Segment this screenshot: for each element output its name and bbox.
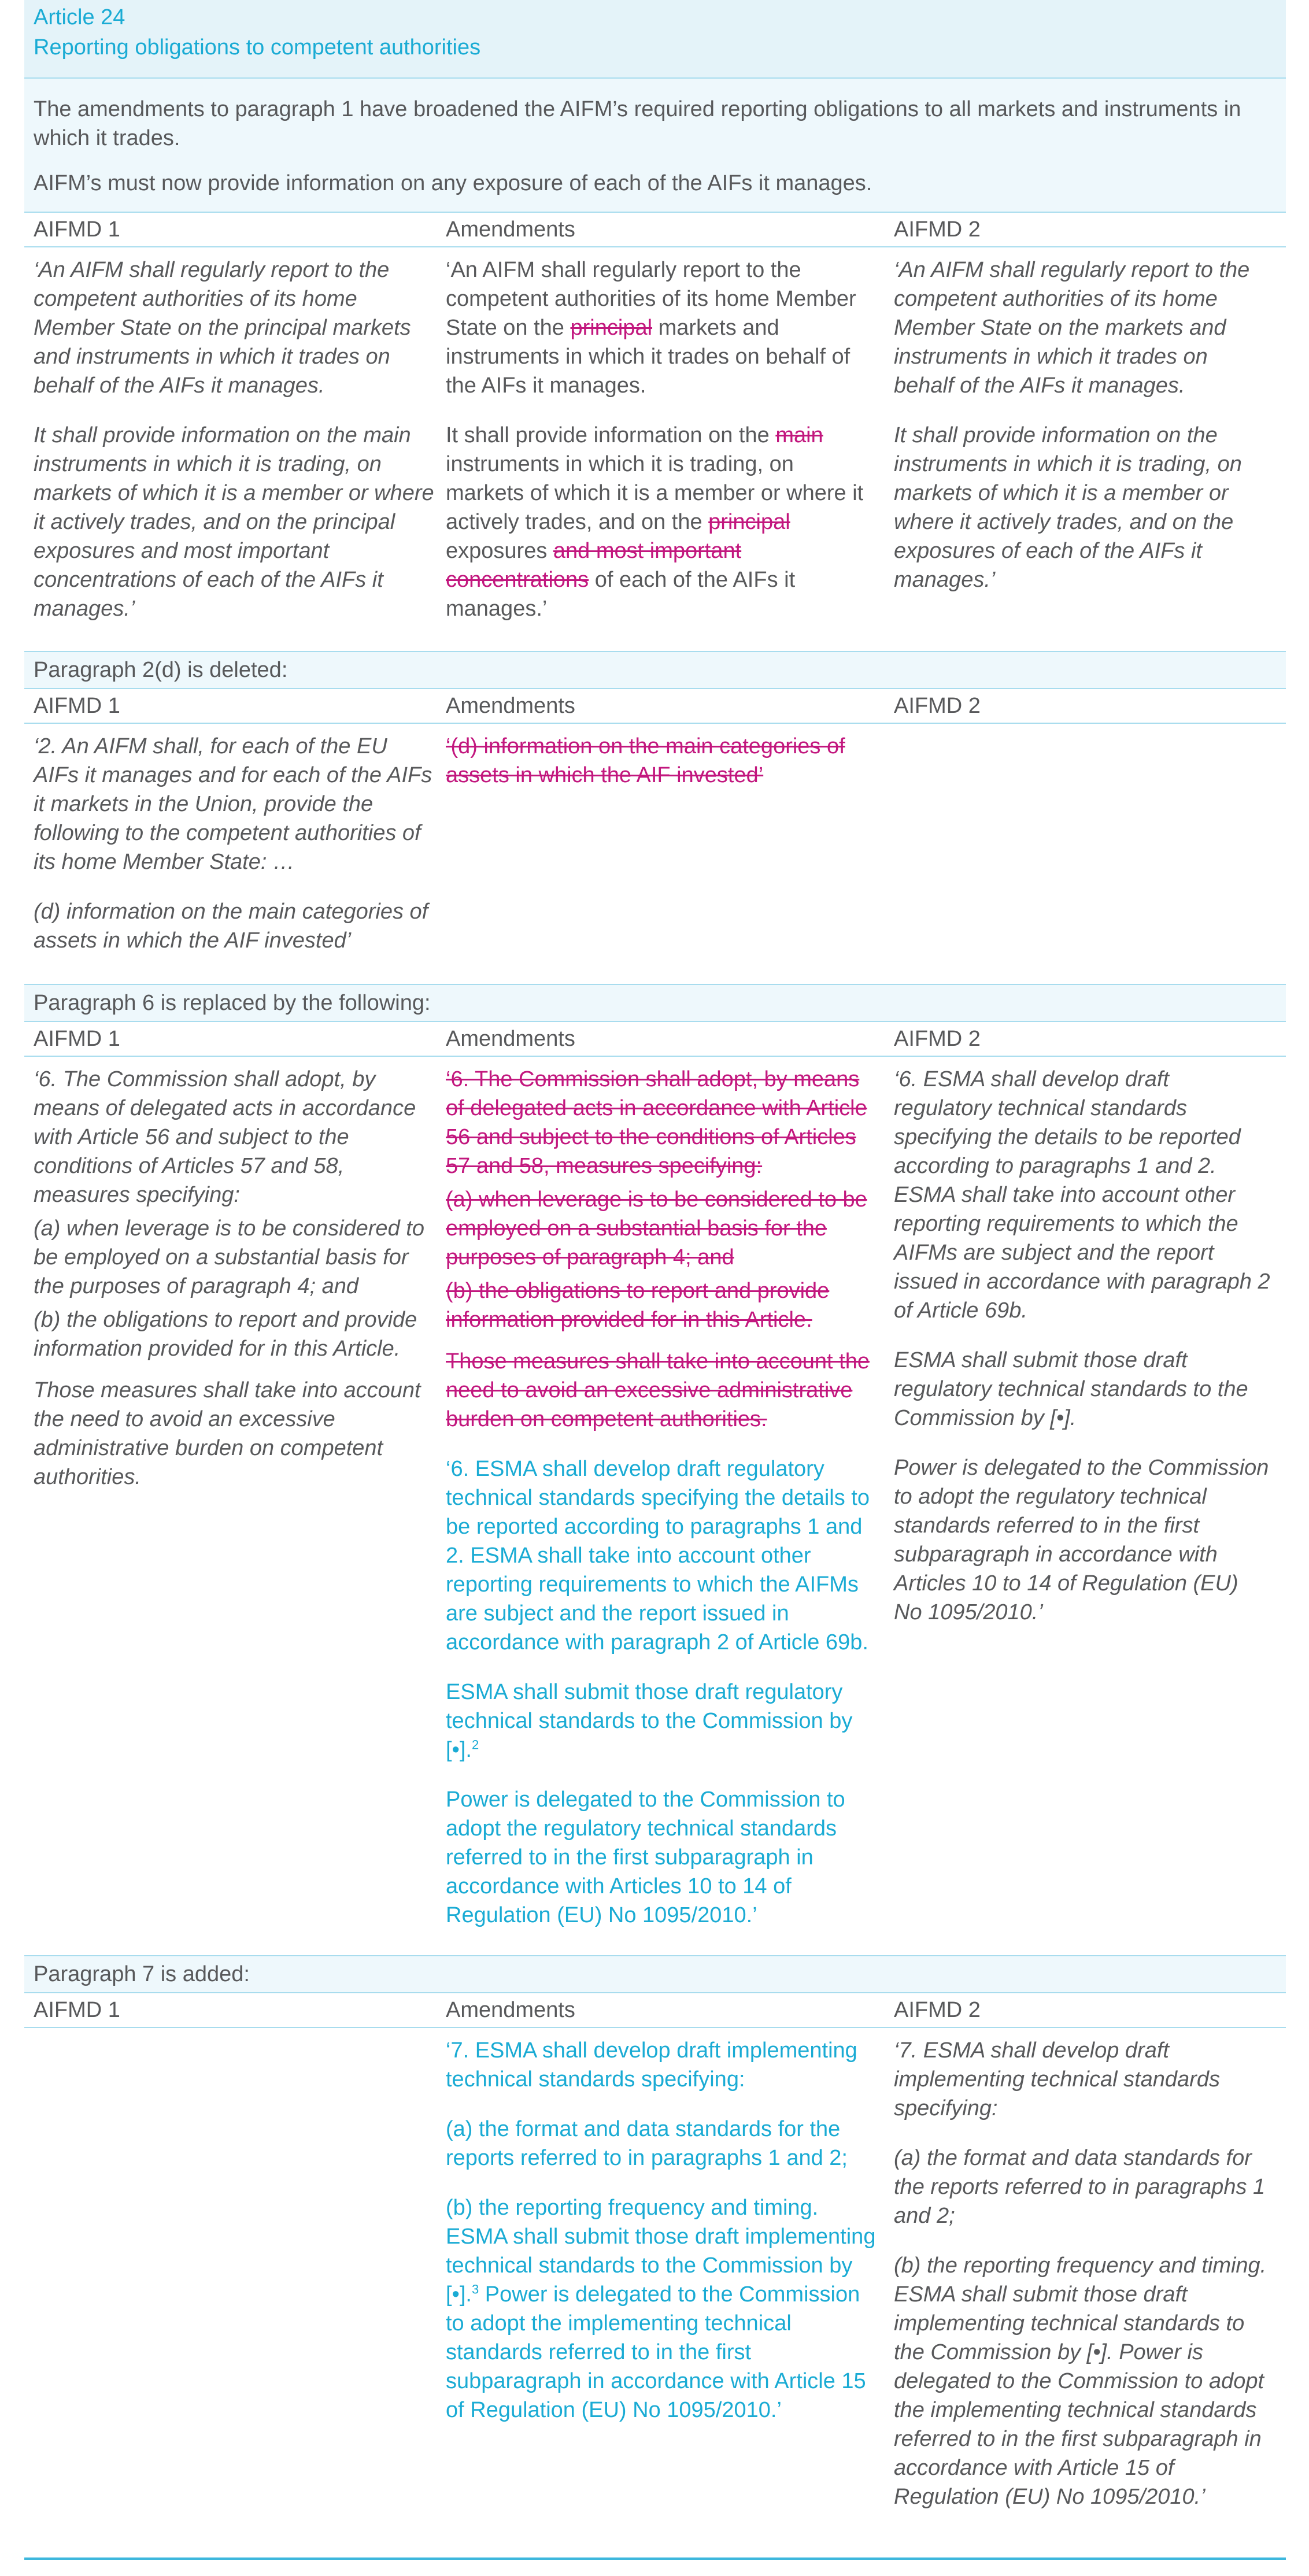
text-paragraph: ‘An AIFM shall regularly report to the competent authorities of its home Member State on the principal markets and instruments in which it trades on behalf of the AIFs it manages.	[34, 258, 411, 398]
intro-paragraph-1: The amendments to paragraph 1 have broadened the AIFM’s required reporting obligations to all markets and instruments in which it trades.	[34, 97, 1241, 150]
text-run: (b) the reporting frequency and timing. ESMA shall submit those draft implementing technical standards to the Commission by [•].	[446, 2196, 876, 2307]
footnote-ref: 2	[471, 1737, 479, 1752]
aifmd2-cell	[892, 732, 1286, 984]
inserted-text: Power is delegated to the Commission to adopt the regulatory technical standards referred to in the first subparagraph in accordance with Articles 10 to 14 of Regulation (EU) No 1095/2010.’	[446, 1787, 845, 1927]
amendments-cell	[443, 256, 892, 651]
footnote-ref: 3	[471, 2282, 479, 2297]
text-paragraph: ‘6. ESMA shall develop draft regulatory technical standards specifying the details to be reported according to paragraphs 1 and 2. ESMA shall take into account other reporting requirements to which the AIFMs are subject and the report issued in accordance with paragraph 2 of Article 69b.	[894, 1067, 1270, 1323]
col-aifmd1: AIFMD 1	[34, 1998, 120, 2022]
inserted-text: ‘7. ESMA shall develop draft implementing technical standards specifying:	[446, 2038, 857, 2092]
section-2-row	[24, 724, 1286, 984]
deleted-text: principal	[570, 316, 653, 340]
text-run: ‘An AIFM shall regularly report to the competent authorities of its home Member State on the	[446, 258, 856, 340]
col-aifmd2: AIFMD 2	[894, 1998, 981, 2022]
text-paragraph: ‘6. The Commission shall adopt, by means of delegated acts in accordance with Article 56 and subject to the conditions of Articles 57 and 58, measures specifying:	[34, 1067, 416, 1207]
section-2-title: Paragraph 2(d) is deleted:	[24, 651, 1286, 689]
col-aifmd1: AIFMD 1	[34, 217, 120, 242]
amendments-cell	[443, 732, 892, 984]
text-run: exposures	[446, 539, 553, 563]
text-paragraph: (a) when leverage is to be considered to be employed on a substantial basis for the purposes of paragraph 4; and	[34, 1216, 424, 1298]
section-4-row	[24, 2028, 1286, 2532]
deleted-text: (a) when leverage is to be considered to be employed on a substantial basis for the purposes of paragraph 4; and	[446, 1187, 867, 1270]
aifmd1-cell	[24, 2036, 443, 2532]
text-paragraph: ‘2. An AIFM shall, for each of the EU AIFs it manages and for each of the AIFs it markets in the Union, provide the following to the competent authorities of its home Member State: …	[34, 734, 432, 874]
text-run: of each of the AIFs it manages.’	[446, 568, 796, 621]
inserted-text: ‘6. ESMA shall develop draft regulatory technical standards specifying the details to be reported according to paragraphs 1 and 2. ESMA shall take into account other reporting requirements to which the AIFMs are subject and the report issued in accordance with paragraph 2 of Article 69b.	[446, 1457, 870, 1655]
section-1-row	[24, 247, 1286, 651]
inserted-text	[446, 1678, 878, 1764]
text-paragraph	[446, 421, 878, 623]
article-number: Article 24	[34, 5, 125, 29]
document-page	[24, 0, 1286, 2532]
deleted-text: Those measures shall take into account the need to avoid an excessive administrative burden on competent authorities.	[446, 1349, 870, 1431]
text-paragraph: It shall provide information on the main instruments in which it is trading, on markets of which it is a member or where it actively trades, and on the principal exposures and most important concentrations of each of the AIFs it manages.’	[34, 423, 434, 621]
col-amendments: Amendments	[446, 1027, 575, 1051]
col-aifmd2: AIFMD 2	[894, 217, 981, 242]
text-paragraph: (d) information on the main categories of assets in which the AIF invested’	[34, 900, 428, 953]
inserted-text: (a) the format and data standards for the reports referred to in paragraphs 1 and 2;	[446, 2117, 848, 2170]
text-paragraph: ESMA shall submit those draft regulatory technical standards to the Commission by [•].	[894, 1348, 1248, 1430]
amendments-cell	[443, 2036, 892, 2532]
deleted-text: ‘(d) information on the main categories of assets in which the AIF invested’	[446, 734, 845, 787]
text-run: instruments in which it is trading, on markets of which it is a member or where it actively trades, and on the	[446, 452, 864, 534]
col-aifmd1: AIFMD 1	[34, 694, 120, 718]
deleted-text: ‘6. The Commission shall adopt, by means of delegated acts in accordance with Article 56 and subject to the conditions of Articles 57 and 58, measures specifying:	[446, 1067, 867, 1178]
column-headers	[24, 689, 1286, 724]
col-amendments: Amendments	[446, 217, 575, 242]
text-paragraph: ‘7. ESMA shall develop draft implementing technical standards specifying:	[894, 2038, 1220, 2120]
section-3-title: Paragraph 6 is replaced by the following:	[24, 984, 1286, 1022]
col-amendments: Amendments	[446, 1998, 575, 2022]
bottom-rule	[24, 2558, 1286, 2560]
section-3-row	[24, 1057, 1286, 1955]
text-paragraph: Power is delegated to the Commission to adopt the regulatory technical standards referred to in the first subparagraph in accordance with Articles 10 to 14 of Regulation (EU) No 1095/2010.’	[894, 1456, 1269, 1624]
text-paragraph: (b) the reporting frequency and timing. ESMA shall submit those draft implementing technical standards to the Commission by [•]. Power is delegated to the Commission to adopt the implementing technical standards referred to in the first subparagraph in accordance with Article 15 of Regulation (EU) No 1095/2010.’	[894, 2253, 1267, 2509]
intro-paragraph-2: AIFM’s must now provide information on any exposure of each of the AIFs it manages.	[34, 171, 872, 195]
col-aifmd2: AIFMD 2	[894, 1027, 981, 1051]
text-run: markets and instruments in which it trades on behalf of the AIFs it manages.	[446, 316, 851, 398]
text-paragraph: (a) the format and data standards for the reports referred to in paragraphs 1 and 2;	[894, 2146, 1266, 2228]
intro-box	[24, 79, 1286, 213]
column-headers	[24, 1022, 1286, 1057]
amendments-cell	[443, 1065, 892, 1955]
text-paragraph: ‘An AIFM shall regularly report to the competent authorities of its home Member State on the markets and instruments in which it trades on behalf of the AIFs it manages.	[894, 258, 1250, 398]
aifmd1-cell	[24, 732, 443, 984]
article-header	[24, 0, 1286, 79]
section-4-title: Paragraph 7 is added:	[24, 1955, 1286, 1993]
aifmd2-cell	[892, 2036, 1286, 2532]
deleted-text: (b) the obligations to report and provide information provided for in this Article.	[446, 1279, 830, 1332]
aifmd2-cell	[892, 1065, 1286, 1955]
deleted-text: and most important concentrations	[446, 539, 742, 592]
col-amendments: Amendments	[446, 694, 575, 718]
text-run: ESMA shall submit those draft regulatory technical standards to the Commission by [•].	[446, 1680, 853, 1762]
col-aifmd2: AIFMD 2	[894, 694, 981, 718]
text-paragraph: It shall provide information on the instruments in which it is trading, on markets of which it is a member or where it actively trades, and on the exposures of each of the AIFs it manages.’	[894, 423, 1242, 592]
text-run: Power is delegated to the Commission to adopt the implementing technical standards referred to in the first subparagraph in accordance with Article 15 of Regulation (EU) No 1095/2010.’	[446, 2282, 866, 2422]
aifmd1-cell	[24, 1065, 443, 1955]
deleted-text: principal	[708, 510, 790, 534]
column-headers	[24, 1993, 1286, 2028]
text-paragraph	[446, 256, 878, 400]
deleted-text: main	[775, 423, 823, 447]
text-run: It shall provide information on the	[446, 423, 776, 447]
aifmd2-cell	[892, 256, 1286, 651]
text-paragraph: Those measures shall take into account the need to avoid an excessive administrative burden on competent authorities.	[34, 1378, 421, 1489]
col-aifmd1: AIFMD 1	[34, 1027, 120, 1051]
article-title: Reporting obligations to competent authorities	[34, 35, 481, 60]
inserted-text	[446, 2193, 878, 2425]
text-paragraph: (b) the obligations to report and provide information provided for in this Article.	[34, 1308, 417, 1361]
aifmd1-cell	[24, 256, 443, 651]
column-headers	[24, 213, 1286, 247]
